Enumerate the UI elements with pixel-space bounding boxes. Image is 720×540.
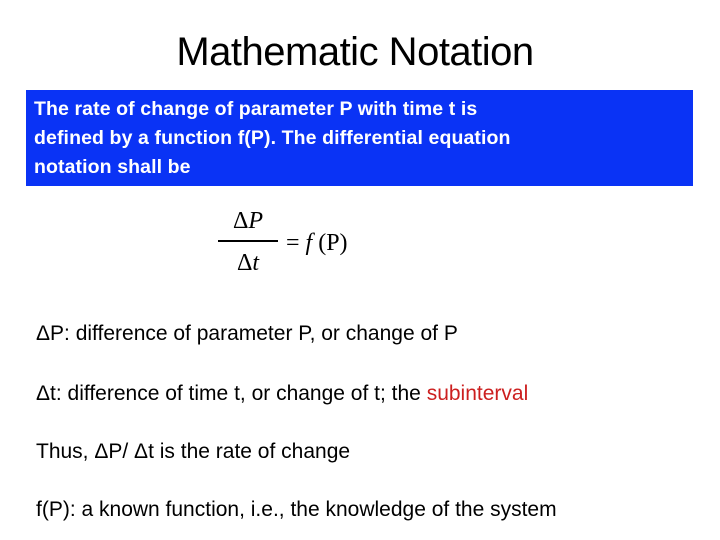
- definition-callout: [26, 90, 693, 186]
- slide-title: Mathematic Notation: [176, 30, 534, 74]
- bullet-known-function: f(P): a known function, i.e., the knowledge of the system: [36, 498, 557, 521]
- subinterval-highlight: subinterval: [426, 382, 529, 405]
- equation-argument: (P): [318, 230, 348, 256]
- equation-numerator: [218, 204, 278, 238]
- bullet-delta-t: [36, 382, 528, 406]
- callout-line-3: notation shall be: [34, 156, 191, 178]
- fraction-bar: [218, 240, 278, 242]
- denominator-variable: t: [252, 250, 260, 276]
- bullet-rate-of-change: Thus, ΔP/ Δt is the rate of change: [36, 440, 351, 463]
- equation-right-side: [286, 226, 348, 260]
- equals-sign: =: [286, 230, 300, 256]
- differential-equation: [214, 204, 374, 286]
- denominator-delta: Δ: [236, 250, 253, 276]
- numerator-delta: Δ: [232, 208, 249, 234]
- numerator-variable: P: [248, 208, 264, 234]
- equation-denominator: [218, 246, 278, 280]
- callout-line-2: defined by a function f(P). The differential equation: [34, 127, 511, 149]
- bullet-delta-t-text: Δt: difference of time t, or change of t; the: [36, 382, 427, 405]
- equation-function: f: [305, 230, 313, 256]
- callout-line-1: The rate of change of parameter P with time t is: [34, 98, 478, 120]
- equation-fraction: [218, 204, 278, 280]
- bullet-delta-p: ΔP: difference of parameter P, or change of P: [36, 322, 458, 345]
